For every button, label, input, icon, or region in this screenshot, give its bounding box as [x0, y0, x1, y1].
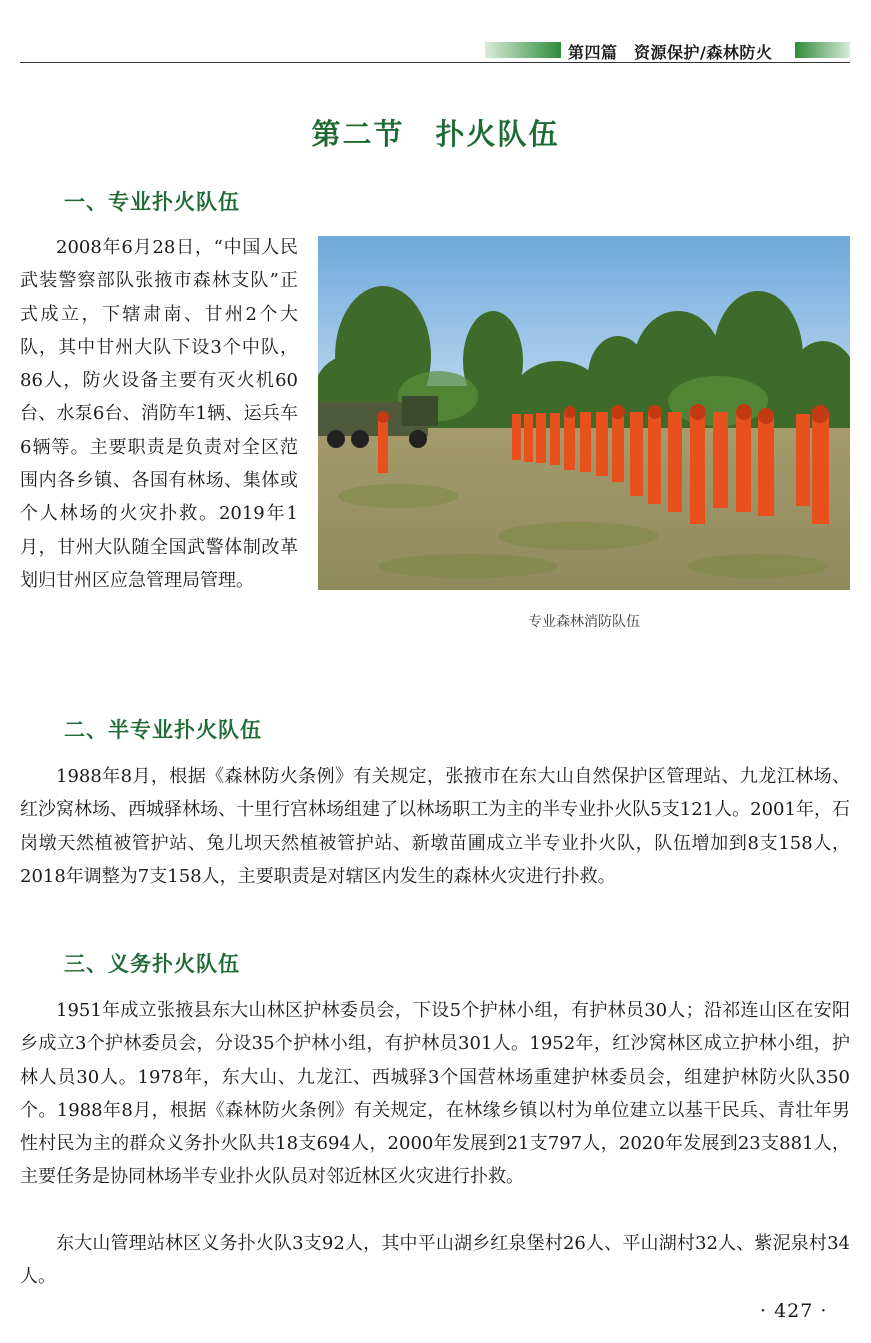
running-header-text: 第四篇 资源保护/森林防火 [568, 43, 773, 62]
header-rule [20, 62, 850, 63]
heading-volunteer-team: 三、义务扑火队伍 [64, 952, 240, 976]
figure-caption: 专业森林消防队伍 [528, 614, 640, 630]
section-title: 第二节 扑火队伍 [311, 117, 560, 151]
heading-semi-professional-team: 二、半专业扑火队伍 [64, 718, 262, 742]
paragraph-volunteer-team-2: 东大山管理站林区义务扑火队3支92人，其中平山湖乡红泉堡村26人、平山湖村32人、紫泥泉村34人。 [20, 1233, 850, 1288]
heading-professional-team: 一、专业扑火队伍 [64, 190, 240, 214]
firefighters-photo [318, 236, 850, 590]
page-number: · 427 · [760, 1300, 828, 1322]
running-header [20, 38, 850, 64]
paragraph-volunteer-team-1: 1951年成立张掖县东大山林区护林委员会，下设5个护林小组，有护林员30人；沿祁连山区在安阳乡成立3个护林委员会，分设35个护林小组，有护林员301人。1952年，红沙窝林区成立护林小组，护林人员30人。1978年，东大山、九龙江、西城驿3个国营林场重建护林委员会，组建护林防火队350个。1988年8月，根据《森林防火条例》有关规定，在林缘乡镇以村为单位建立以基干民兵、青壮年男性村民为主的群众义务扑火队共18支694人，2000年发展到21支797人，2020年发展到23支881人，主要任务是协同林场半专业扑火队员对邻近林区火灾进行扑救。 [20, 1000, 850, 1188]
header-decor-bar-left [485, 42, 561, 58]
paragraph-professional-team: 2008年6月28日，“中国人民武装警察部队张掖市森林支队”正式成立，下辖肃南、甘州2个大队，其中甘州大队下设3个中队，86人，防火设备主要有灭火机60台、水泵6台、消防车1辆、运兵车6辆等。主要职责是负责对全区范围内各乡镇、各国有林场、集体或个人林场的火灾扑救。2019年1月，甘州大队随全国武警体制改革划归甘州区应急管理局管理。 [20, 237, 298, 591]
paragraph-semi-professional-team: 1988年8月，根据《森林防火条例》有关规定，张掖市在东大山自然保护区管理站、九龙江林场、红沙窝林场、西城驿林场、十里行宫林场组建了以林场职工为主的半专业扑火队5支121人。2001年，石岗墩天然植被管护站、兔儿坝天然植被管护站、新墩苗圃成立半专业扑火队，队伍增加到8支158人，2018年调整为7支158人，主要职责是对辖区内发生的森林火灾进行扑救。 [20, 766, 850, 887]
header-decor-bar-right [795, 42, 850, 58]
